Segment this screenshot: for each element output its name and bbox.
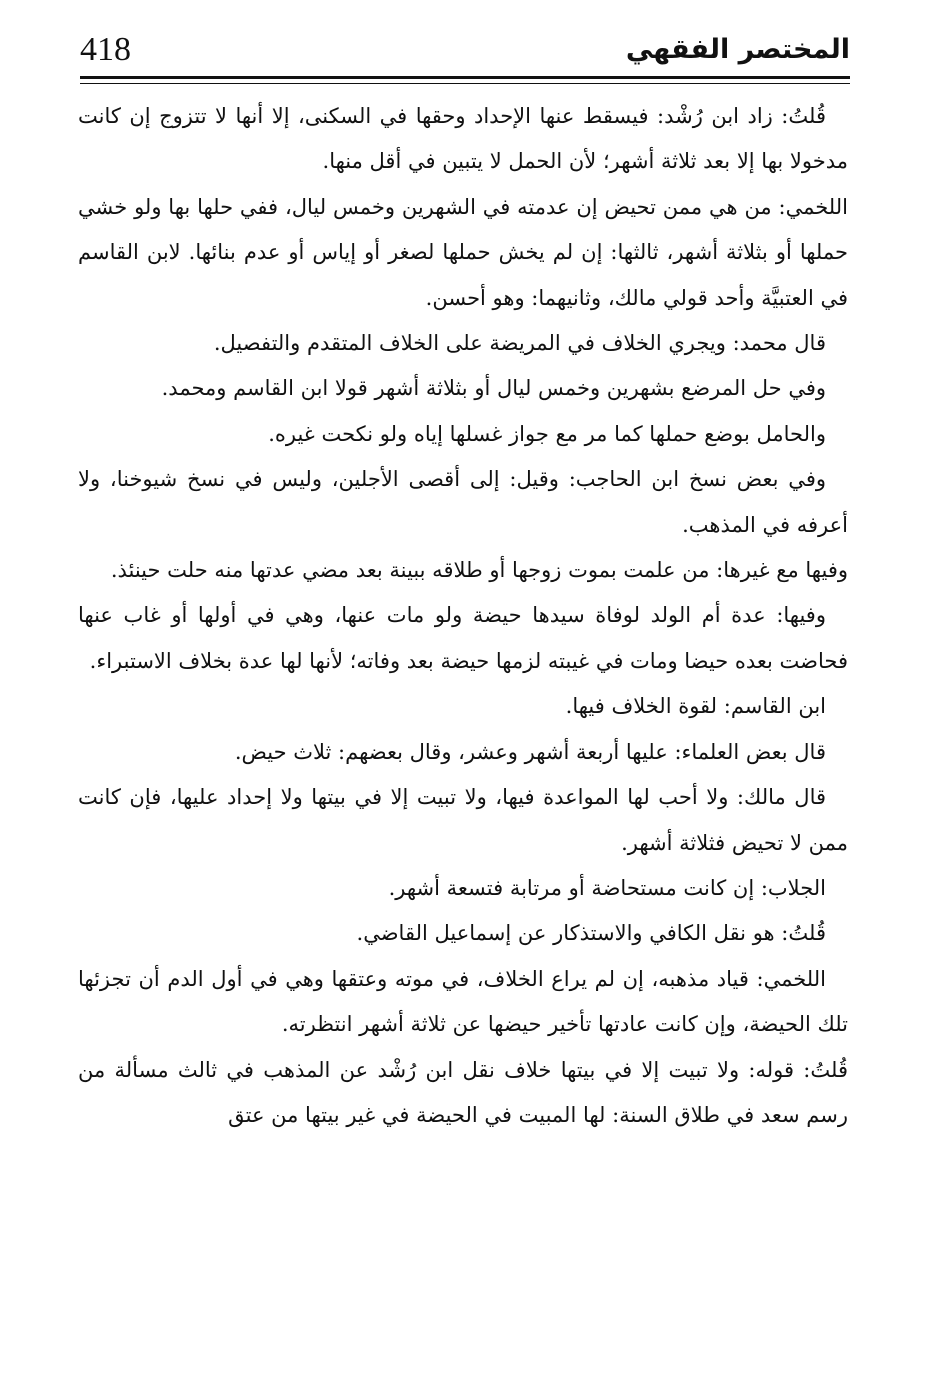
paragraph-10: قال بعض العلماء: عليها أربعة أشهر وعشر، وقال بعضهم: ثلاث حيض. <box>234 739 826 764</box>
page-body <box>78 94 848 1138</box>
paragraph-12: الجلاب: إن كانت مستحاضة أو مرتابة فتسعة أشهر. <box>388 875 826 900</box>
paragraph-7: وفيها مع غيرها: من علمت بموت زوجها أو طلاقه ببينة بعد مضي عدتها منه حلت حينئذ. <box>110 558 848 583</box>
paragraph-8: وفيها: عدة أم الولد لوفاة سيدها حيضة ولو مات عنها، وهي في أولها أو غاب عنها فحاضت بعده حيضا ومات في غيبته لزمها حيضة بعد وفاته؛ لأنها لها عدة بخلاف الاستبراء. <box>78 603 848 673</box>
page-header <box>80 28 850 79</box>
paragraph-3: قال محمد: ويجري الخلاف في المريضة على الخلاف المتقدم والتفصيل. <box>213 331 826 356</box>
paragraph-5: والحامل بوضع حملها كما مر مع جواز غسلها إياه ولو نكحت غيره. <box>268 421 826 446</box>
paragraph-2: اللخمي: من هي ممن تحيض إن عدمته في الشهرين وخمس ليال، ففي حلها بها ولو خشي حملها أو بثلاثة أشهر، ثالثها: إن لم يخش حملها لصغر أو إياس أو عدم بنائها. لابن القاسم في العتبيَّة وأحد قولي مالك، وثانيهما: وهو أحسن. <box>78 194 848 310</box>
paragraph-13: قُلتُ: هو نقل الكافي والاستذكار عن إسماعيل القاضي. <box>356 921 826 946</box>
paragraph-9: ابن القاسم: لقوة الخلاف فيها. <box>565 694 826 719</box>
paragraph-1: قُلتُ: زاد ابن رُشْد: فيسقط عنها الإحداد وحقها في السكنى، إلا أنها لا تتزوج إن كانت مدخولا بها إلا بعد ثلاثة أشهر؛ لأن الحمل لا يتبين في أقل منها. <box>78 104 848 174</box>
paragraph-15: قُلتُ: قوله: ولا تبيت إلا في بيتها خلاف نقل ابن رُشْد عن المذهب في ثالث مسألة من رسم سعد في طلاق السنة: لها المبيت في الحيضة في غير بيتها من عتق <box>78 1057 848 1127</box>
paragraph-6: وفي بعض نسخ ابن الحاجب: وقيل: إلى أقصى الأجلين، وليس في نسخ شيوخنا، ولا أعرفه في المذهب. <box>78 467 848 537</box>
page-number: 418 <box>80 31 131 68</box>
paragraph-14: اللخمي: قياد مذهبه، إن لم يراع الخلاف، في موته وعتقها وهي في أول الدم أن تجزئها تلك الحيضة، وإن كانت عادتها تأخير حيضها عن ثلاثة أشهر انتظرته. <box>78 966 848 1037</box>
paragraph-4: وفي حل المرضع بشهرين وخمس ليال أو بثلاثة أشهر قولا ابن القاسم ومحمد. <box>161 376 826 401</box>
book-title: المختصر الفقهي <box>625 34 850 65</box>
paragraph-11: قال مالك: ولا أحب لها المواعدة فيها، ولا تبيت إلا في بيتها ولا إحداد عليها، فإن كانت ممن لا تحيض فثلاثة أشهر. <box>78 785 848 855</box>
